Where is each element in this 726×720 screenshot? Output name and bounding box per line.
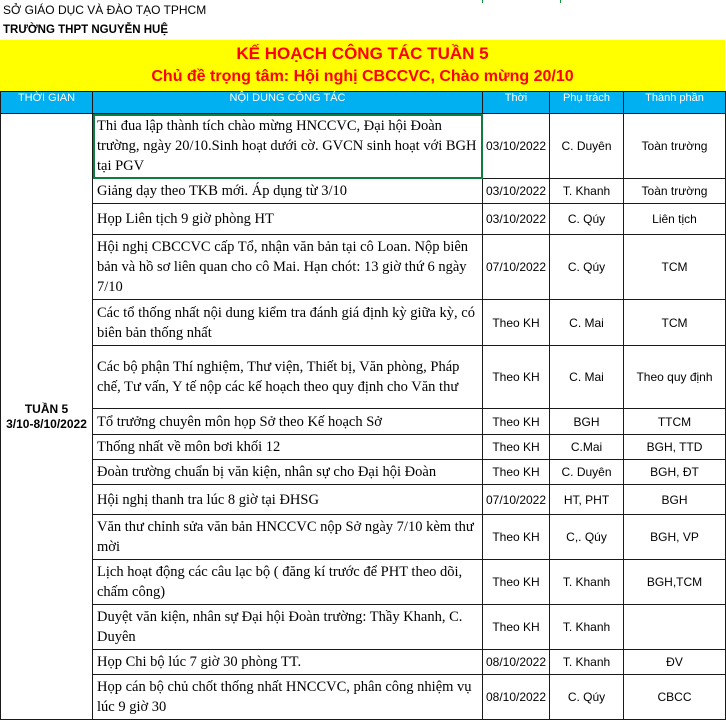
task-cell[interactable]: Họp Liên tịch 9 giờ phòng HT [93, 204, 483, 235]
task-cell[interactable]: Thi đua lập thành tích chào mừng HNCCVC, Đại hội Đoàn trường, ngày 20/10.Sinh hoạt dưới cờ. GVCN sinh hoạt với BGH tại PGV [93, 114, 483, 179]
members-cell[interactable]: Toàn trường [624, 179, 726, 204]
owner-cell[interactable]: C. Duyên [550, 114, 624, 179]
date-cell[interactable]: 08/10/2022 [483, 650, 550, 675]
week-label: TUẦN 5 [24, 401, 69, 416]
week-cell[interactable] [1, 114, 93, 720]
members-cell[interactable]: TTCM [624, 409, 726, 435]
owner-cell[interactable]: C. Duyên [550, 460, 624, 485]
table-row [1, 409, 726, 435]
task-cell[interactable]: Tổ trưởng chuyên môn họp Sở theo Kế hoạch Sở [93, 409, 483, 435]
table-row [1, 560, 726, 605]
members-cell[interactable]: Theo quy định [624, 346, 726, 409]
date-cell[interactable]: 07/10/2022 [483, 235, 550, 300]
col-header-owner[interactable]: Phụ trách [550, 92, 624, 114]
owner-cell[interactable]: HT, PHT [550, 485, 624, 515]
table-row [1, 204, 726, 235]
task-cell[interactable]: Hội nghị thanh tra lúc 8 giờ tại ĐHSG [93, 485, 483, 515]
date-cell[interactable]: Theo KH [483, 300, 550, 346]
table-row [1, 675, 726, 720]
table-row [1, 346, 726, 409]
plan-title: KẾ HOẠCH CÔNG TÁC TUẦN 5 [236, 44, 489, 63]
table-header-row [1, 92, 726, 114]
date-cell[interactable]: Theo KH [483, 346, 550, 409]
members-cell[interactable]: Liên tịch [624, 204, 726, 235]
date-cell[interactable]: Theo KH [483, 515, 550, 560]
members-cell[interactable]: TCM [624, 235, 726, 300]
members-cell[interactable]: ĐV [624, 650, 726, 675]
col-header-time[interactable]: THỜI GIAN [1, 92, 93, 114]
plan-banner[interactable] [0, 40, 725, 91]
owner-cell[interactable]: C. Qúy [550, 235, 624, 300]
table-row [1, 235, 726, 300]
col-header-members[interactable]: Thành phần [624, 92, 726, 114]
school-name[interactable]: TRƯỜNG THPT NGUYỄN HUỆ [3, 24, 169, 36]
task-cell[interactable]: Văn thư chỉnh sửa văn bản HNCCVC nộp Sở ngày 7/10 kèm thư mời [93, 515, 483, 560]
owner-cell[interactable]: C,. Qúy [550, 515, 624, 560]
task-cell[interactable]: Thống nhất về môn bơi khối 12 [93, 435, 483, 460]
date-cell[interactable]: 03/10/2022 [483, 114, 550, 179]
date-cell[interactable]: Theo KH [483, 605, 550, 650]
table-row [1, 515, 726, 560]
date-cell[interactable]: 03/10/2022 [483, 204, 550, 235]
table-row [1, 114, 726, 179]
task-cell[interactable]: Các bộ phận Thí nghiệm, Thư viện, Thiết bị, Văn phòng, Pháp chế, Tư vấn, Y tế nộp các kế hoạch theo quy định cho Văn thư [93, 346, 483, 409]
owner-cell[interactable]: C. Qúy [550, 204, 624, 235]
owner-cell[interactable]: C. Mai [550, 300, 624, 346]
task-cell[interactable]: Hội nghị CBCCVC cấp Tổ, nhận văn bản tại cô Loan. Nộp biên bản và hồ sơ liên quan cho cô Mai. Hạn chót: 13 giờ thứ 6 ngày 7/10 [93, 235, 483, 300]
members-cell[interactable]: BGH, ĐT [624, 460, 726, 485]
date-cell[interactable]: 03/10/2022 [483, 179, 550, 204]
date-cell[interactable]: Theo KH [483, 560, 550, 605]
task-cell[interactable]: Họp Chi bộ lúc 7 giờ 30 phòng TT. [93, 650, 483, 675]
task-cell[interactable]: Giảng dạy theo TKB mới. Áp dụng từ 3/10 [93, 179, 483, 204]
members-cell[interactable] [624, 605, 726, 650]
members-cell[interactable]: Toàn trường [624, 114, 726, 179]
date-cell[interactable]: Theo KH [483, 409, 550, 435]
task-cell[interactable]: Lịch hoạt động các câu lạc bộ ( đăng kí trước để PHT theo dõi, chấm công) [93, 560, 483, 605]
table-row [1, 485, 726, 515]
owner-cell[interactable]: C. Mai [550, 346, 624, 409]
date-cell[interactable]: 08/10/2022 [483, 675, 550, 720]
members-cell[interactable]: BGH, VP [624, 515, 726, 560]
table-row [1, 605, 726, 650]
table-row [1, 460, 726, 485]
department-name[interactable]: SỞ GIÁO DỤC VÀ ĐÀO TẠO TPHCM [3, 3, 207, 17]
owner-cell[interactable]: T. Khanh [550, 560, 624, 605]
col-header-date[interactable]: Thời [483, 92, 550, 114]
owner-cell[interactable]: BGH [550, 409, 624, 435]
plan-subtitle: Chủ đề trọng tâm: Hội nghị CBCCVC, Chào mừng 20/10 [151, 68, 574, 85]
col-header-content[interactable]: NỘI DUNG CÔNG TÁC [93, 92, 483, 114]
date-cell[interactable]: 07/10/2022 [483, 485, 550, 515]
task-cell[interactable]: Duyệt văn kiện, nhân sự Đại hội Đoàn trường: Thầy Khanh, C. Duyên [93, 605, 483, 650]
owner-cell[interactable]: T. Khanh [550, 179, 624, 204]
members-cell[interactable]: BGH [624, 485, 726, 515]
members-cell[interactable]: TCM [624, 300, 726, 346]
owner-cell[interactable]: T. Khanh [550, 605, 624, 650]
document-header [0, 0, 725, 40]
owner-cell[interactable]: T. Khanh [550, 650, 624, 675]
task-cell[interactable]: Các tổ thống nhất nội dung kiểm tra đánh giá định kỳ giữa kỳ, có biên bản thống nhất [93, 300, 483, 346]
task-cell[interactable]: Đoàn trường chuẩn bị văn kiện, nhân sự cho Đại hội Đoàn [93, 460, 483, 485]
table-row [1, 435, 726, 460]
members-cell[interactable]: BGH, TTD [624, 435, 726, 460]
members-cell[interactable]: CBCC [624, 675, 726, 720]
task-cell[interactable]: Họp cán bộ chủ chốt thống nhất HNCCVC, phân công nhiệm vụ lúc 9 giờ 30 [93, 675, 483, 720]
owner-cell[interactable]: C.Mai [550, 435, 624, 460]
table-row [1, 179, 726, 204]
date-cell[interactable]: Theo KH [483, 435, 550, 460]
table-row [1, 300, 726, 346]
members-cell[interactable]: BGH,TCM [624, 560, 726, 605]
owner-cell[interactable]: C. Qúy [550, 675, 624, 720]
date-cell[interactable]: Theo KH [483, 460, 550, 485]
table-row [1, 650, 726, 675]
work-plan-table [0, 91, 726, 720]
week-range: 3/10-8/10/2022 [6, 416, 87, 431]
